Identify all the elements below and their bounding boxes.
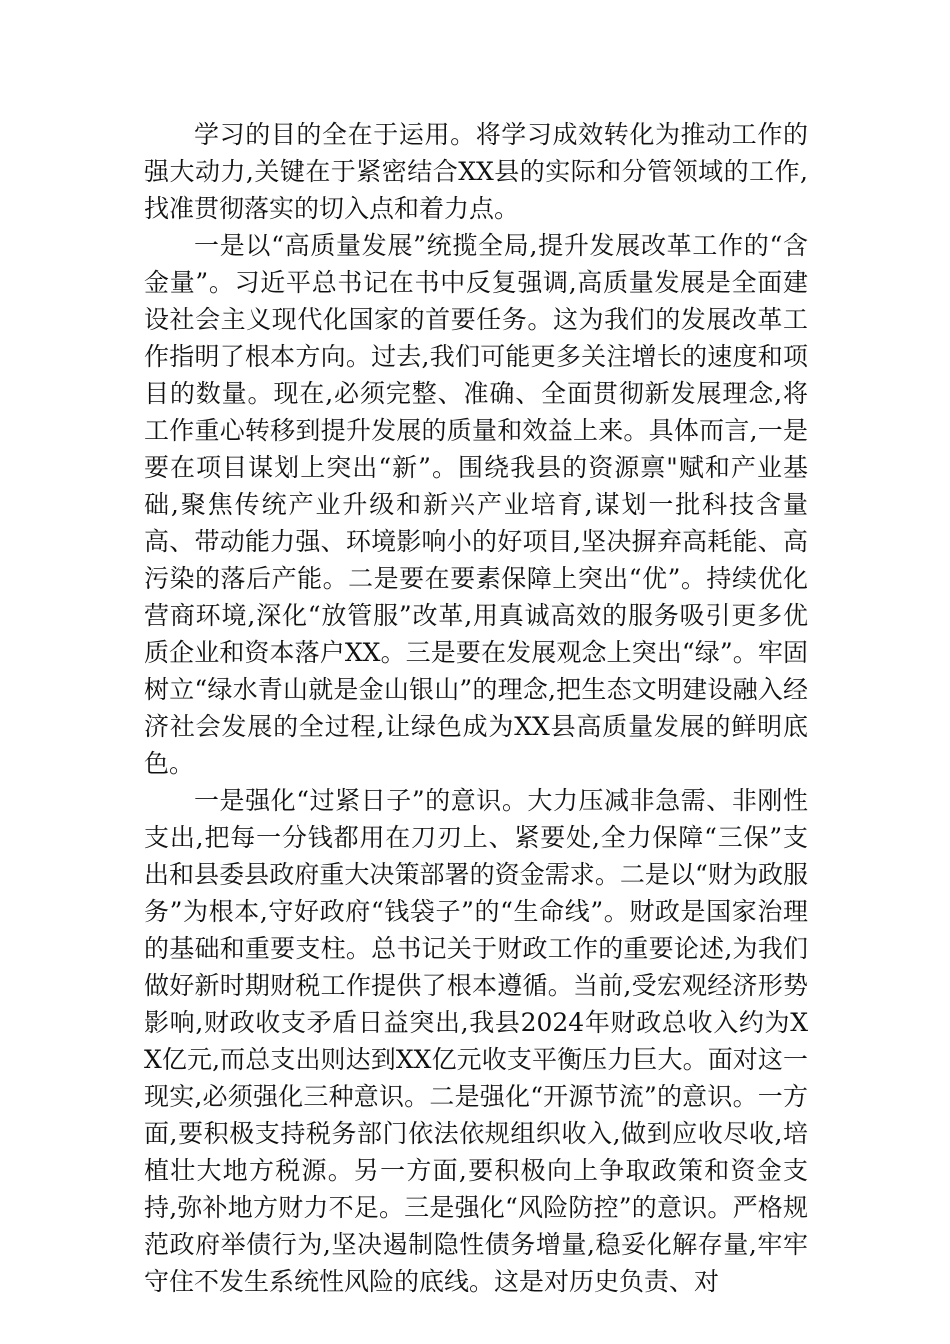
paragraph-study-purpose: 学习的目的全在于运用。将学习成效转化为推动工作的强大动力,关键在于紧密结合XX县的实际和分管领域的工作,找准贯彻落实的切入点和着力点。 bbox=[144, 120, 808, 223]
document-page bbox=[144, 116, 808, 1300]
paragraph-fiscal-awareness: 一是强化“过紧日子”的意识。大力压减非急需、非刚性支出,把每一分钱都用在刀刃上、紧要处,全力保障“三保”支出和县委县政府重大决策部署的资金需求。二是以“财为政服务”为根本,守好政府“钱袋子”的“生命线”。财政是国家治理的基础和重要支柱。总书记关于财政工作的重要论述,为我们做好新时期财税工作提供了根本遵循。当前,受宏观经济形势影响,财政收支矛盾日益突出,我县2024年财政总收入约为XX亿元,而总支出则达到XX亿元收支平衡压力巨大。面对这一现实,必须强化三种意识。二是强化“开源节流”的意识。一方面,要积极支持税务部门依法依规组织收入,做到应收尽收,培植壮大地方税源。另一方面,要积极向上争取政策和资金支持,弥补地方财力不足。三是强化“风险防控”的意识。严格规范政府举债行为,坚决遏制隐性债务增量,稳妥化解存量,牢牢守住不发生系统性风险的底线。这是对历史负责、对 bbox=[144, 786, 808, 1296]
paragraph-high-quality-development: 一是以“高质量发展”统揽全局,提升发展改革工作的“含金量”。习近平总书记在书中反复强调,高质量发展是全面建设社会主义现代化国家的首要任务。这为我们的发展改革工作指明了根本方向。过去,我们可能更多关注增长的速度和项目的数量。现在,必须完整、准确、全面贯彻新发展理念,将工作重心转移到提升发展的质量和效益上来。具体而言,一是要在项目谋划上突出“新”。围绕我县的资源禀"赋和产业基础,聚焦传统产业升级和新兴产业培育,谋划一批科技含量高、带动能力强、环境影响小的好项目,坚决摒弃高耗能、高污染的落后产能。二是要在要素保障上突出“优”。持续优化营商环境,深化“放管服”改革,用真诚高效的服务吸引更多优质企业和资本落户XX。三是要在发展观念上突出“绿”。牢固树立“绿水青山就是金山银山”的理念,把生态文明建设融入经济社会发展的全过程,让绿色成为XX县高质量发展的鲜明底色。 bbox=[144, 231, 808, 778]
